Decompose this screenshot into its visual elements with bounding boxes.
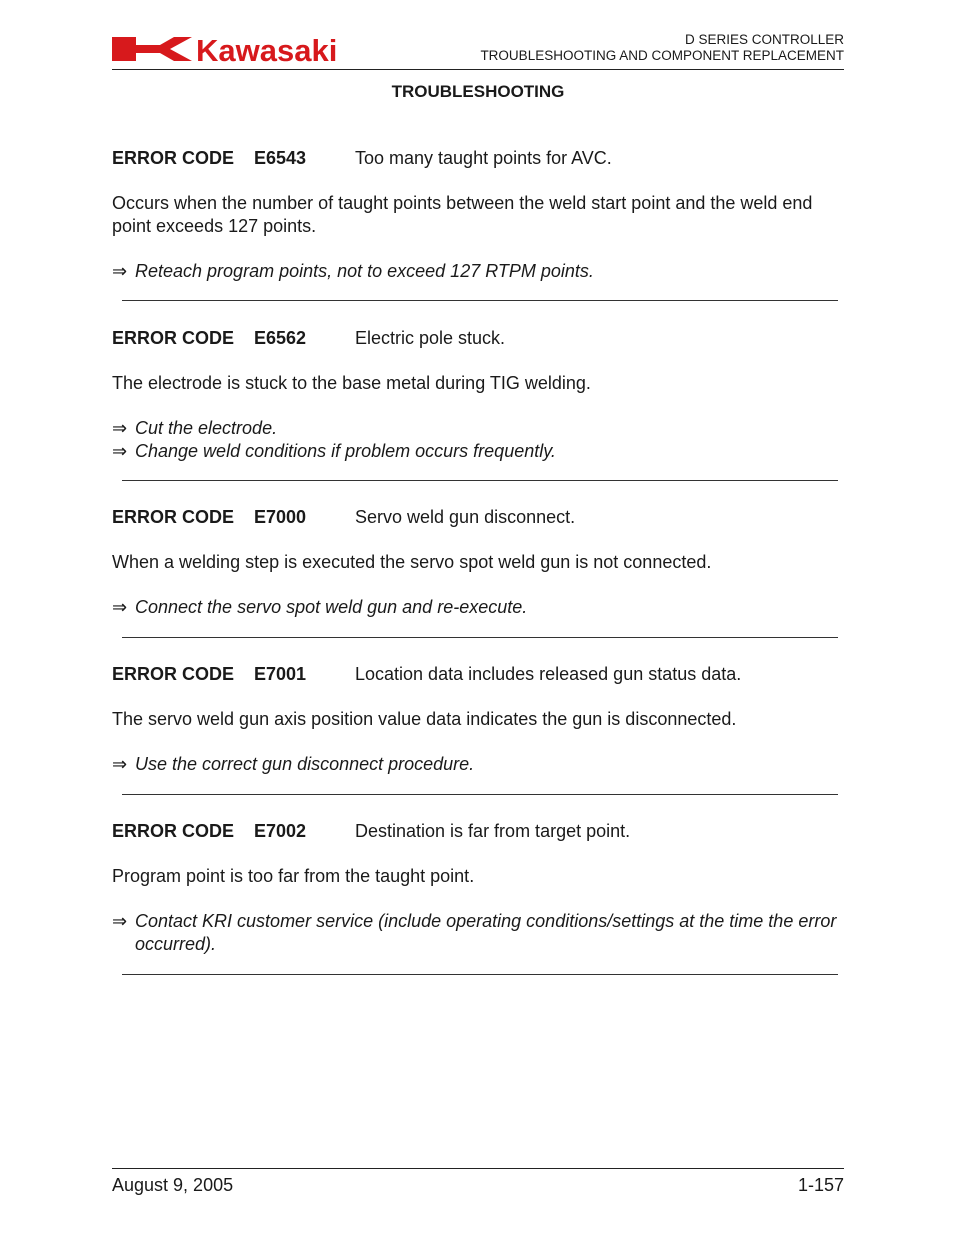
corrective-action (112, 260, 844, 283)
corrective-action (112, 440, 844, 463)
error-code-title: Electric pole stuck. (355, 328, 506, 348)
corrective-actions (112, 910, 844, 956)
header-rule (112, 69, 844, 70)
logo-wordmark: Kawasaki (196, 34, 338, 64)
kawasaki-logo (112, 34, 390, 64)
corrective-action-text: Change weld conditions if problem occurs frequently. (135, 441, 556, 461)
corrective-action-text: Use the correct gun disconnect procedure. (135, 754, 475, 774)
separator-rule (122, 794, 838, 795)
error-entry (112, 327, 844, 463)
error-code-line (112, 147, 844, 170)
error-code-line (112, 663, 844, 686)
error-description: Program point is too far from the taught point. (112, 866, 475, 886)
error-code-title: Servo weld gun disconnect. (355, 507, 576, 527)
error-code-title: Destination is far from target point. (355, 821, 631, 841)
corrective-actions (112, 753, 844, 776)
error-code-line (112, 327, 844, 350)
error-description: Occurs when the number of taught points between the weld start point and the weld end point exceeds 127 points. (112, 193, 813, 236)
separator-rule (122, 637, 838, 638)
error-code-line (112, 820, 844, 843)
error-description: The electrode is stuck to the base metal during TIG welding. (112, 373, 591, 393)
error-description: When a welding step is executed the servo spot weld gun is not connected. (112, 552, 712, 572)
error-entry (112, 663, 844, 776)
corrective-action (112, 910, 844, 956)
arrow-icon: ⇒ (112, 597, 128, 617)
arrow-icon: ⇒ (112, 261, 128, 281)
header-line-1: D SERIES CONTROLLER (684, 32, 844, 47)
footer-rule (112, 1168, 844, 1169)
error-code-title: Location data includes released gun status data. (355, 664, 742, 684)
footer-date: August 9, 2005 (112, 1175, 234, 1195)
header-line-2: TROUBLESHOOTING AND COMPONENT REPLACEMENT (480, 48, 844, 63)
header-titles (480, 32, 844, 64)
page-header (112, 28, 844, 70)
corrective-action-text: Reteach program points, not to exceed 127 RTPM points. (135, 261, 594, 281)
error-code-label: ERROR CODE (112, 148, 235, 168)
corrective-action-text: Contact KRI customer service (include operating conditions/settings at the time the error occurred). (135, 911, 837, 954)
corrective-actions (112, 417, 844, 463)
arrow-icon: ⇒ (112, 754, 128, 774)
error-code-number: E6543 (254, 148, 307, 168)
error-code-label: ERROR CODE (112, 821, 235, 841)
corrective-action-text: Cut the electrode. (135, 418, 278, 438)
section-title: TROUBLESHOOTING (391, 82, 565, 101)
error-code-label: ERROR CODE (112, 328, 235, 348)
footer-page-number: 1-157 (797, 1175, 844, 1195)
error-code-number: E7000 (254, 507, 307, 527)
arrow-icon: ⇒ (112, 911, 128, 931)
corrective-action (112, 417, 844, 440)
error-code-number: E6562 (254, 328, 307, 348)
corrective-actions (112, 596, 844, 619)
corrective-action (112, 596, 844, 619)
separator-rule (122, 300, 838, 301)
error-entry (112, 506, 844, 619)
error-code-label: ERROR CODE (112, 664, 235, 684)
corrective-action (112, 753, 844, 776)
corrective-action-text: Connect the servo spot weld gun and re-execute. (135, 597, 528, 617)
separator-rule (122, 480, 838, 481)
error-code-line (112, 506, 844, 529)
arrow-icon: ⇒ (112, 418, 128, 438)
error-code-title: Too many taught points for AVC. (355, 148, 612, 168)
error-description: The servo weld gun axis position value data indicates the gun is disconnected. (112, 709, 737, 729)
separator-rule (122, 974, 838, 975)
arrow-icon: ⇒ (112, 441, 128, 461)
error-entry (112, 820, 844, 956)
error-entry (112, 147, 844, 283)
error-code-number: E7001 (254, 664, 307, 684)
error-code-number: E7002 (254, 821, 307, 841)
error-code-label: ERROR CODE (112, 507, 235, 527)
corrective-actions (112, 260, 844, 283)
